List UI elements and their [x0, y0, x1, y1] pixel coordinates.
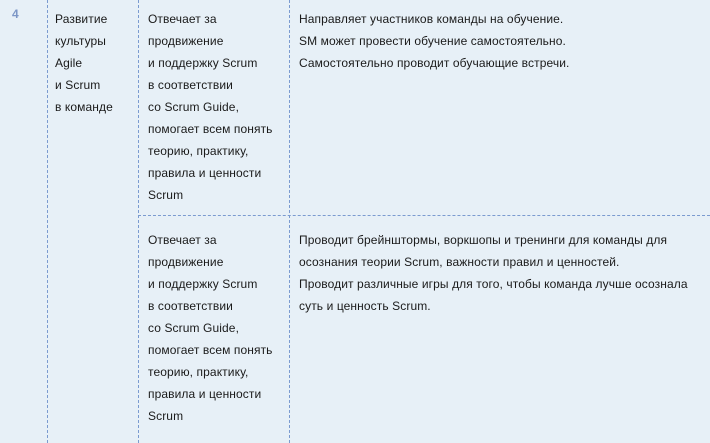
responsibility-line: Scrum	[148, 409, 184, 423]
action-line: Направляет участников команды на обучение.	[299, 12, 564, 26]
topic-line: в команде	[55, 100, 113, 114]
column-divider	[47, 0, 48, 443]
responsibility-cell	[148, 229, 273, 427]
responsibility-line: Отвечает за	[148, 233, 217, 247]
action-line: Проводит различные игры для того, чтобы команда лучше осознала	[299, 277, 688, 291]
action-line: осознания теории Scrum, важности правил и ценностей.	[299, 255, 620, 269]
actions-cell	[299, 8, 569, 74]
responsibility-line: со Scrum Guide,	[148, 100, 240, 114]
column-divider	[138, 0, 139, 443]
topic-cell	[55, 8, 113, 118]
responsibility-line: помогает всем понять	[148, 122, 273, 136]
responsibility-line: продвижение	[148, 255, 224, 269]
row-divider	[138, 215, 710, 216]
action-line: Самостоятельно проводит обучающие встречи.	[299, 56, 570, 70]
topic-line: и Scrum	[55, 78, 101, 92]
responsibility-line: Scrum	[148, 188, 184, 202]
topic-line: Развитие	[55, 12, 108, 26]
responsibility-line: и поддержку Scrum	[148, 56, 258, 70]
responsibility-cell	[148, 8, 273, 206]
responsibility-line: теорию, практику,	[148, 144, 249, 158]
action-line: Проводит брейнштормы, воркшопы и тренинги для команды для	[299, 233, 668, 247]
action-line: SM может провести обучение самостоятельно.	[299, 34, 566, 48]
responsibility-line: в соответствии	[148, 299, 233, 313]
column-divider	[289, 0, 290, 443]
responsibility-line: теорию, практику,	[148, 365, 249, 379]
responsibility-line: правила и ценности	[148, 166, 262, 180]
action-line: суть и ценность Scrum.	[299, 299, 431, 313]
responsibility-line: со Scrum Guide,	[148, 321, 240, 335]
responsibility-line: правила и ценности	[148, 387, 262, 401]
responsibility-line: и поддержку Scrum	[148, 277, 258, 291]
responsibility-line: продвижение	[148, 34, 224, 48]
responsibility-line: Отвечает за	[148, 12, 217, 26]
topic-line: Agile	[55, 56, 83, 70]
responsibility-line: помогает всем понять	[148, 343, 273, 357]
responsibility-line: в соответствии	[148, 78, 233, 92]
topic-line: культуры	[55, 34, 107, 48]
row-number: 4	[12, 7, 19, 21]
actions-cell	[299, 229, 688, 317]
